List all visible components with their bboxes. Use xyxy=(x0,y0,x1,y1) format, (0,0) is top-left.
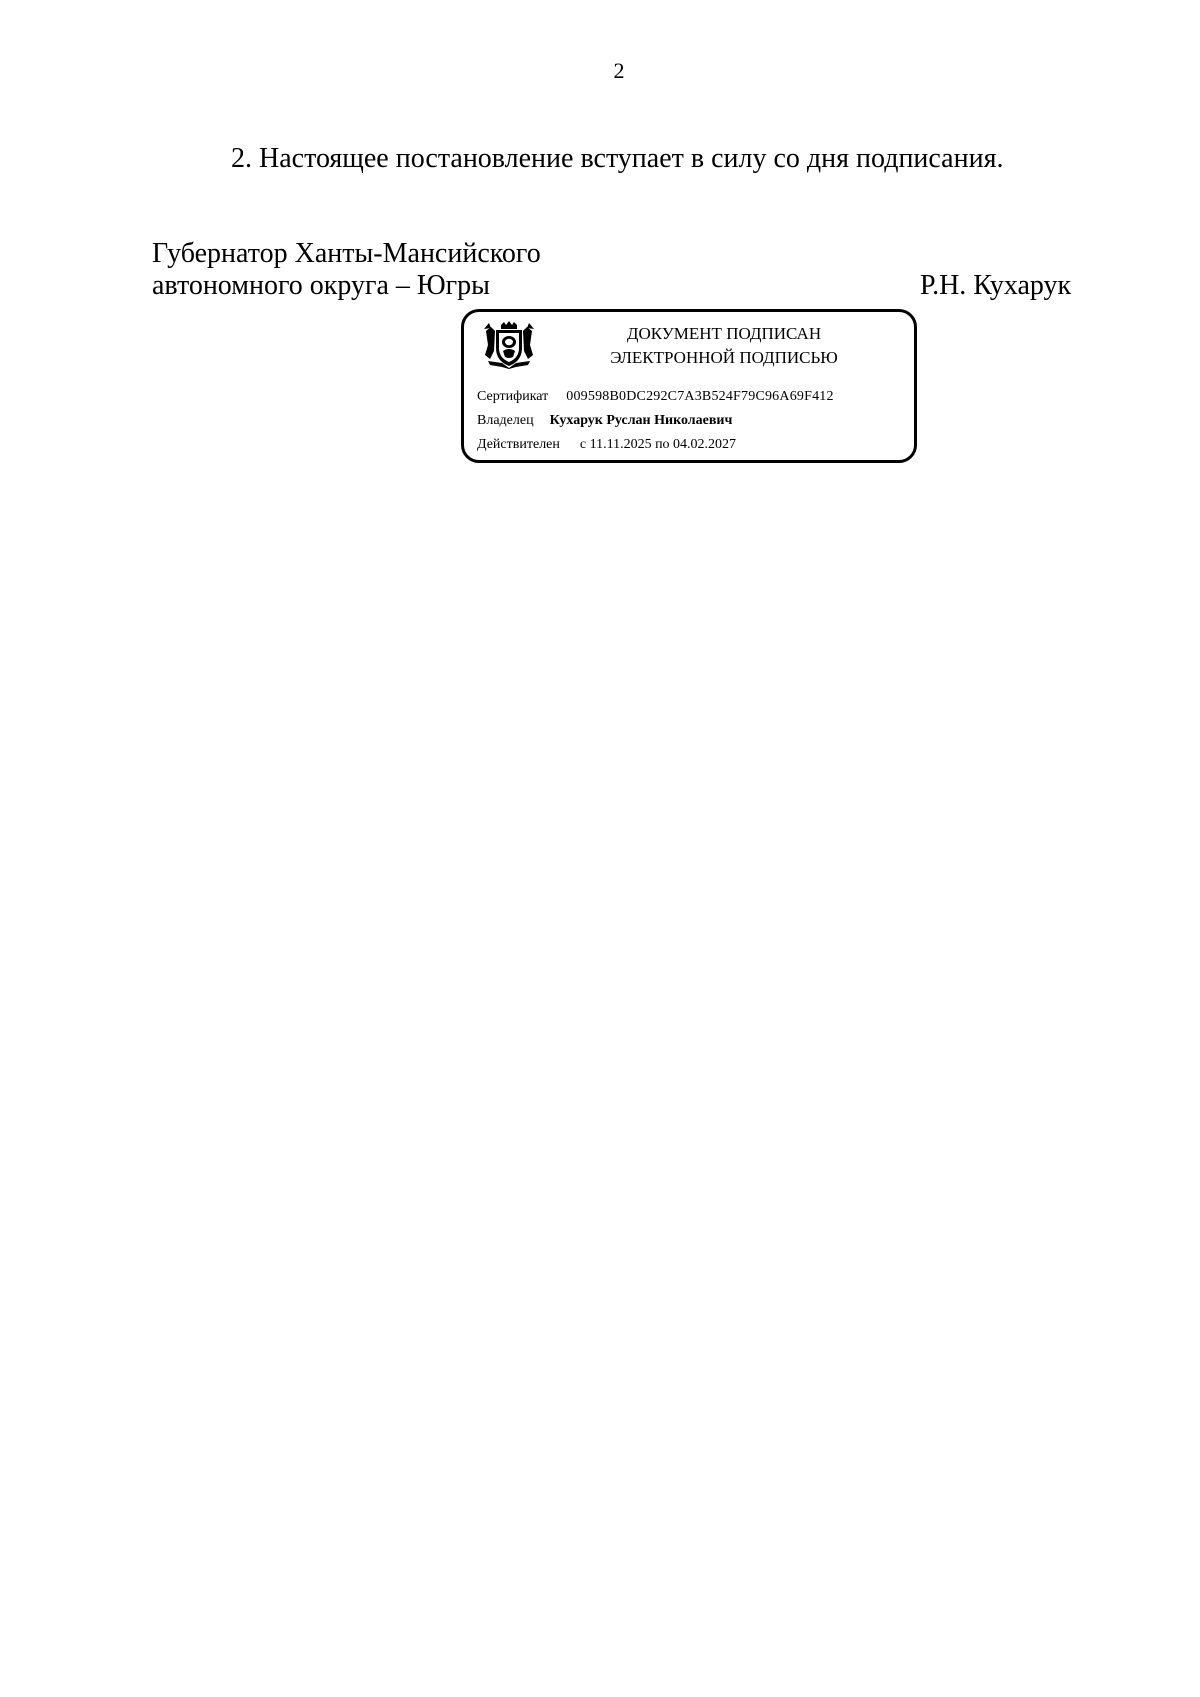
stamp-title-line-1: ДОКУМЕНТ ПОДПИСАН xyxy=(626,324,822,343)
validity-row xyxy=(477,437,736,453)
certificate-value: 009598B0DC292C7A3B524F79C96A69F412 xyxy=(566,389,834,404)
owner-value: Кухарук Руслан Николаевич xyxy=(549,413,733,428)
decree-paragraph: 2. Настоящее постановление вступает в силу со дня подписания. xyxy=(231,143,1004,174)
signer-name: Р.Н. Кухарук xyxy=(920,270,1072,301)
signer-position xyxy=(152,238,541,302)
owner-label: Владелец xyxy=(477,413,534,428)
signer-position-line-2: автономного округа – Югры xyxy=(152,270,490,301)
coat-of-arms-icon xyxy=(482,321,536,369)
certificate-label: Сертификат xyxy=(477,389,549,404)
validity-label: Действителен xyxy=(477,437,560,452)
signer-position-line-1: Губернатор Ханты-Мансийского xyxy=(152,238,541,269)
certificate-row xyxy=(477,389,834,405)
electronic-signature-stamp xyxy=(461,309,917,463)
page-number: 2 xyxy=(613,58,625,83)
stamp-title-line-2: ЭЛЕКТРОННОЙ ПОДПИСЬЮ xyxy=(610,348,838,367)
validity-value: с 11.11.2025 по 04.02.2027 xyxy=(579,437,737,452)
stamp-title xyxy=(564,322,884,370)
owner-row xyxy=(477,413,732,429)
